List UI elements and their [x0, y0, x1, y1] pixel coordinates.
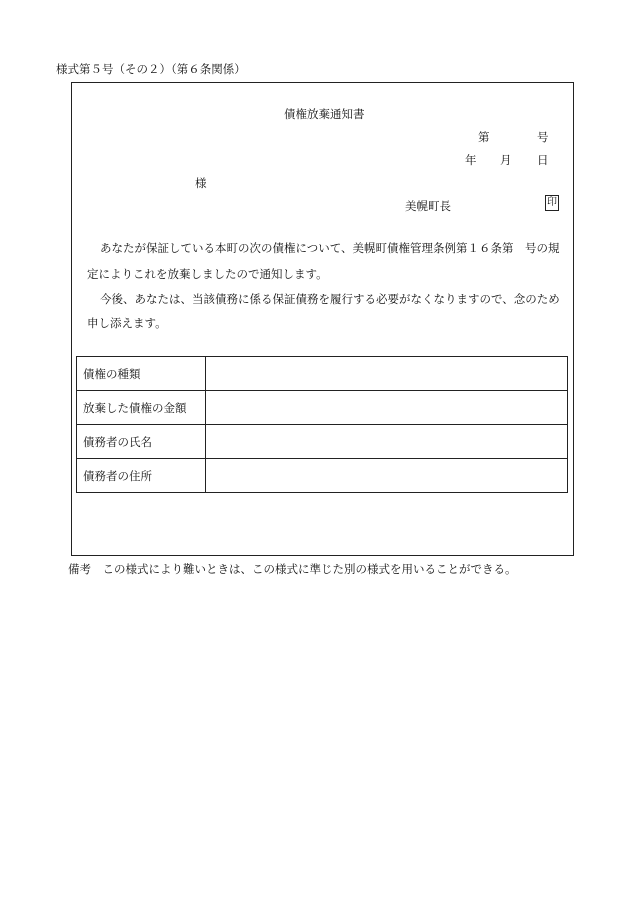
- date-month-label: 月: [500, 153, 512, 167]
- row-label: 債務者の氏名: [77, 425, 206, 459]
- issuer-name: 美幌町長: [405, 199, 451, 213]
- row-label: 債務者の住所: [77, 459, 206, 493]
- table-row: [77, 425, 568, 459]
- row-value: [206, 425, 568, 459]
- table-row: [77, 357, 568, 391]
- row-label: 債権の種類: [77, 357, 206, 391]
- remark-note: 備考 この様式により難いときは、この様式に準じた別の様式を用いることができる。: [68, 562, 517, 576]
- table-row: [77, 459, 568, 493]
- form-label: 様式第５号（その２）（第６条関係）: [56, 62, 246, 76]
- addressee-suffix: 様: [195, 176, 207, 190]
- date-year-label: 年: [465, 153, 477, 167]
- row-value: [206, 391, 568, 425]
- row-value: [206, 357, 568, 391]
- row-value: [206, 459, 568, 493]
- number-prefix: 第: [478, 130, 490, 144]
- body-line-4: 申し添えます。: [87, 316, 167, 330]
- seal-mark: 印: [545, 195, 559, 211]
- table-row: [77, 391, 568, 425]
- document-title: 債権放棄通知書: [284, 107, 365, 121]
- date-day-label: 日: [537, 153, 549, 167]
- row-label: 放棄した債権の金額: [77, 391, 206, 425]
- body-line-1: あなたが保証している本町の次の債権について、美幌町債権管理条例第１６条第 号の規: [100, 241, 560, 255]
- body-line-3: 今後、あなたは、当該債務に係る保証債務を履行する必要がなくなりますので、念のため: [100, 292, 560, 306]
- claim-info-table: [76, 356, 568, 493]
- number-suffix: 号: [537, 130, 549, 144]
- body-line-2: 定によりこれを放棄しましたので通知します。: [87, 267, 328, 281]
